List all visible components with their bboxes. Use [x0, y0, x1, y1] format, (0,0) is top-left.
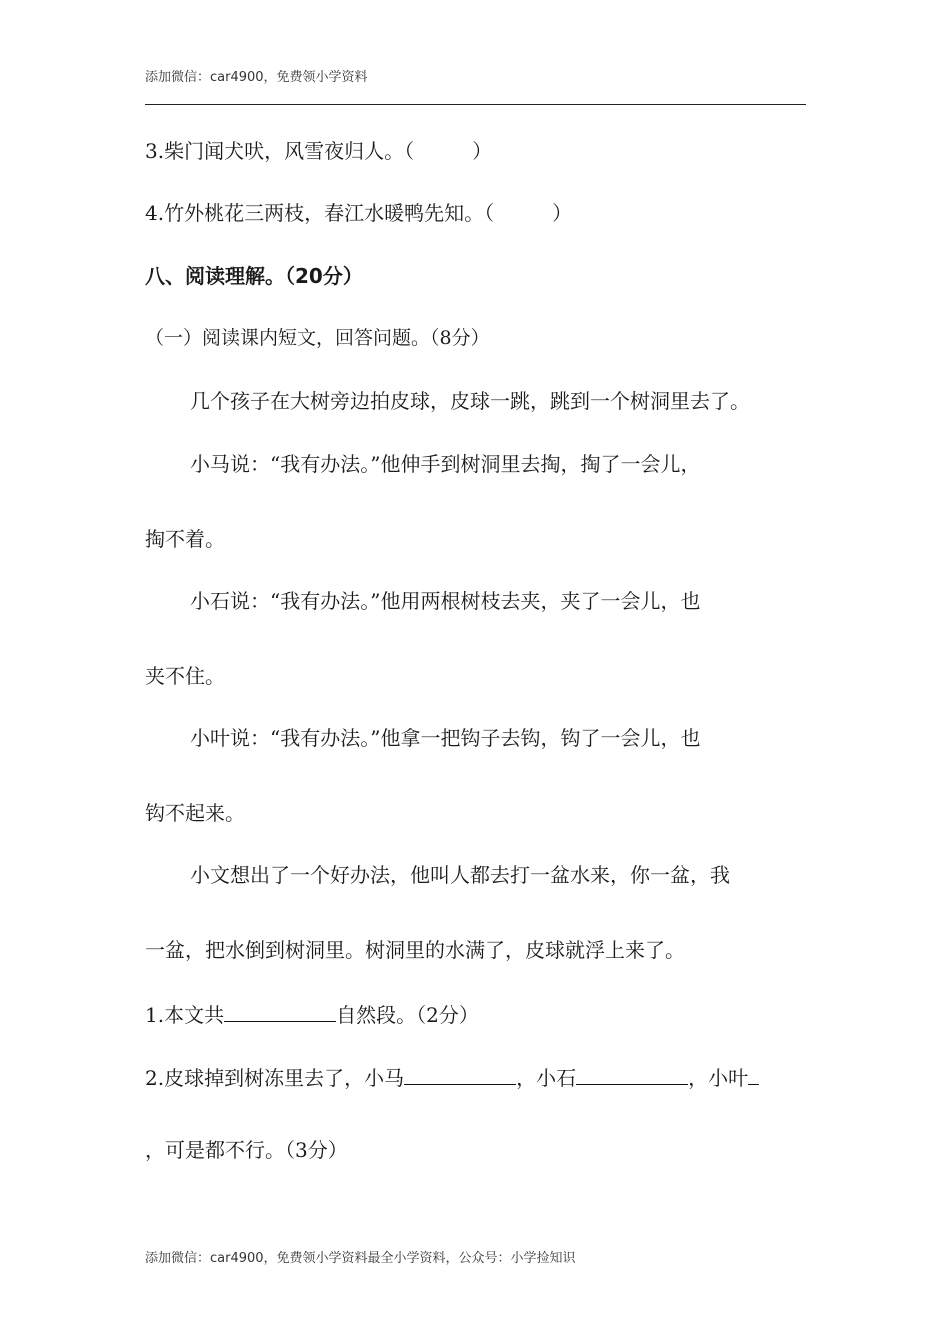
question-2 [145, 1066, 759, 1088]
passage-paragraph-5-line-1: 小文想出了一个好办法，他叫人都去打一盆水来，你一盆，我 [190, 863, 730, 887]
answer-blank-xiaoshi[interactable] [576, 1066, 688, 1085]
passage-paragraph-4-line-2: 钩不起来。 [145, 801, 245, 825]
poem-item-3-text: 3.柴门闻犬吠，风雪夜归人。（ [145, 139, 415, 163]
passage-paragraph-4-line-1: 小叶说：“我有办法。”他拿一把钩子去钩，钩了一会儿，也 [190, 726, 701, 750]
answer-blank-xiaoma[interactable] [404, 1066, 516, 1085]
poem-item-4-text: 4.竹外桃花三两枝，春江水暖鸭先知。（ [145, 201, 495, 225]
question-2-mid-2: ，小叶 [688, 1066, 749, 1090]
passage-paragraph-2-line-1: 小马说：“我有办法。”他伸手到树洞里去掏，掏了一会儿， [190, 452, 701, 476]
question-1 [145, 1003, 479, 1025]
poem-item-3-close: ） [472, 139, 493, 163]
page-footer: 添加微信：car4900，免费领小学资料最全小学资料，公众号：小学捡知识 [145, 1251, 576, 1266]
page-header: 添加微信：car4900，免费领小学资料 [145, 70, 368, 85]
question-1-suffix: 自然段。（2分） [336, 1003, 479, 1027]
question-1-prefix: 1.本文共 [145, 1003, 225, 1027]
poem-item-3 [145, 141, 492, 161]
answer-blank-1[interactable] [224, 1003, 336, 1022]
passage-paragraph-2-line-2: 掏不着。 [145, 527, 225, 551]
poem-item-4 [145, 203, 572, 223]
passage-paragraph-3-line-1: 小石说：“我有办法。”他用两根树枝去夹，夹了一会儿，也 [190, 589, 701, 613]
question-2-prefix: 2.皮球掉到树冻里去了，小马 [145, 1066, 405, 1090]
poem-item-4-close: ） [552, 201, 573, 225]
passage-paragraph-3-line-2: 夹不住。 [145, 664, 225, 688]
header-divider [145, 104, 806, 105]
passage-paragraph-1: 几个孩子在大树旁边拍皮球，皮球一跳，跳到一个树洞里去了。 [190, 389, 750, 413]
section-title: 八、阅读理解。（20分） [145, 264, 363, 288]
answer-blank-xiaoye[interactable] [748, 1066, 759, 1085]
sub-section-title: （一）阅读课内短文，回答问题。（8分） [145, 327, 490, 349]
passage-paragraph-5-line-2: 一盆，把水倒到树洞里。树洞里的水满了，皮球就浮上来了。 [145, 938, 685, 962]
question-2-continuation: ，可是都不行。（3分） [145, 1138, 348, 1162]
question-2-mid-1: ，小石 [516, 1066, 577, 1090]
